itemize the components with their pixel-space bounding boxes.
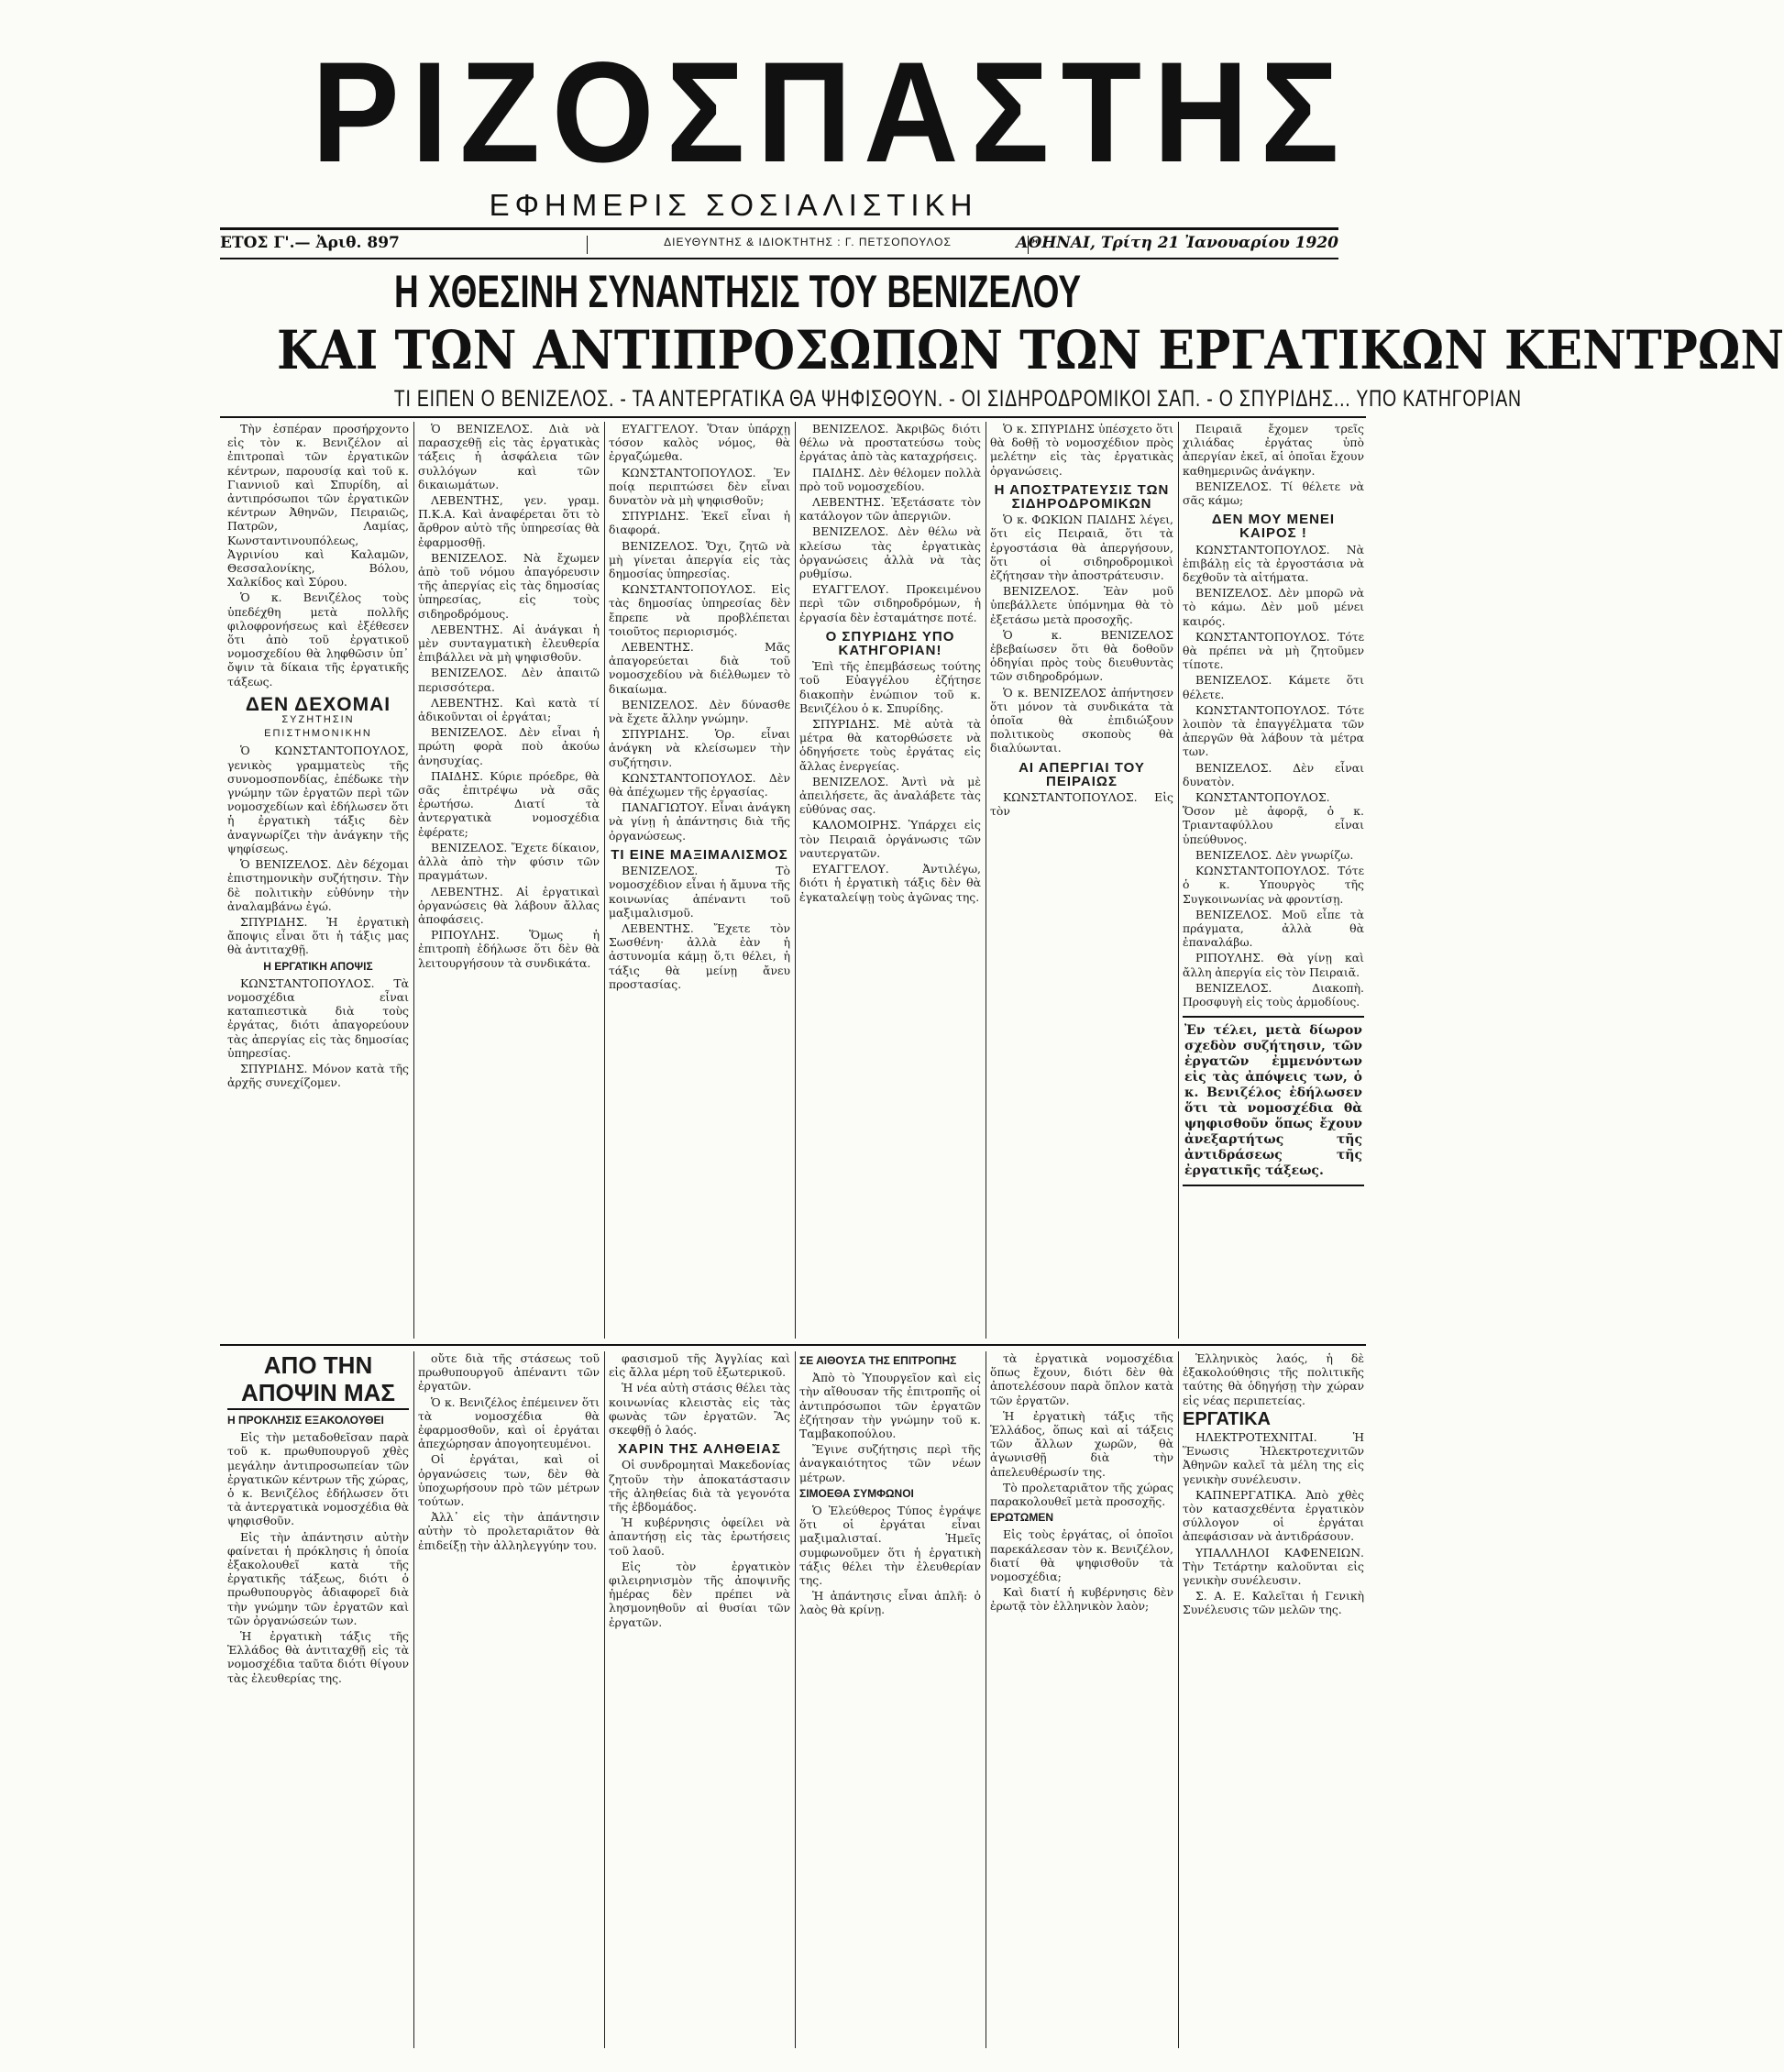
article-paragraph: ΚΩΝΣΤΑΝΤΟΠΟΥΛΟΣ. Νὰ ἐπιβάλῃ εἰς τὰ ἐργοστάσια νὰ δεχθοῦν τὰ αἰτήματα.	[1183, 542, 1364, 585]
article-paragraph: Ἐπὶ τῆς ἐπεμβάσεως τούτης τοῦ Εὐαγγέλου ἐζήτησε διακοπὴν ἐνώπιον τοῦ κ. Βενιζέλου ὁ κ. Σπυρίδης.	[799, 659, 981, 715]
article-paragraph: ΠΑΝΑΓΙΩΤΟΥ. Εἶναι ἀνάγκη νὰ γίνῃ ἡ ἀπάντησις διὰ τῆς ὀργανώσεως.	[609, 800, 790, 843]
article-paragraph: Ὁ ΚΩΝΣΤΑΝΤΟΠΟΥΛΟΣ, γενικὸς γραμματεὺς τῆς συνομοσπονδίας, ἐπέδωκε τὴν γνώμην τῶν ἐργατῶν περὶ τῶν νομοσχεδίων καὶ ἐδήλωσεν ὅτι ἡ ἐργατικὴ τάξις δὲν ἀναγνωρίζει τὴν ἀνάγκην τῆς ψηφίσεως.	[227, 744, 409, 855]
article-paragraph: ΒΕΝΙΖΕΛΟΣ. Δὲν θέλω νὰ κλείσω τὰς ἐργατικὰς ὀργανώσεις ἀλλὰ νὰ τὰς ρυθμίσω.	[799, 524, 981, 581]
article-paragraph: Ὁ κ. Βενιζέλος ἐπέμεινεν ὅτι τὰ νομοσχέδια θὰ ἐφαρμοσθοῦν, καὶ οἱ ἐργάται ἀπεχώρησαν ἀπογοητευμένοι.	[418, 1394, 600, 1451]
article-paragraph: Ἡ ἀπάντησις εἶναι ἁπλῆ: ὁ λαὸς θὰ κρίνῃ.	[799, 1589, 981, 1617]
article-paragraph: ΒΕΝΙΖΕΛΟΣ. Κάμετε ὅτι θέλετε.	[1183, 673, 1364, 701]
article-paragraph: Ὁ ΒΕΝΙΖΕΛΟΣ. Δὲν δέχομαι ἐπιστημονικὴν συζήτησιν. Τὴν δὲ πολιτικὴν εὐθύνην τὴν ἀναλαμβάνω ἐγώ.	[227, 857, 409, 913]
article-paragraph: Ἀπὸ τὸ Ὑπουργεῖον καὶ εἰς τὴν αἴθουσαν τῆς ἐπιτροπῆς οἱ ἀντιπρόσωποι τῶν ἐργατῶν ἐζήτησαν τὴν γνώμην τοῦ κ. Ταμβακοπούλου.	[799, 1371, 981, 1441]
article-paragraph: ΒΕΝΙΖΕΛΟΣ. Ἀκριβῶς διότι θέλω νὰ προστατεύσω τοὺς ἐργάτας ἀπὸ τὰς καταχρήσεις.	[799, 422, 981, 464]
article-paragraph: ΛΕΒΕΝΤΗΣ. Ἐξετάσατε τὸν κατάλογον τῶν ἀπεργιῶν.	[799, 495, 981, 524]
article-paragraph: τὰ ἐργατικὰ νομοσχέδια ὅπως ἔχουν, διότι δὲν θὰ ἀποτελέσουν παρὰ ὅπλον κατὰ τῶν ἐργατῶν.	[990, 1351, 1173, 1407]
editorial-title: ΑΠΟ ΤΗΝ	[263, 1351, 373, 1379]
section-heading: Ο ΣΠΥΡΙΔΗΣ ΥΠΟ ΚΑΤΗΓΟΡΙΑΝ!	[825, 628, 955, 659]
article-paragraph: Ὁ ΒΕΝΙΖΕΛΟΣ. Διὰ νὰ παρασχεθῇ εἰς τὰς ἐργατικὰς τάξεις ἡ ἀσφάλεια τῶν συλλόγων καὶ τῶν δικαιωμάτων.	[418, 422, 600, 491]
article-paragraph: ΣΠΥΡΙΔΗΣ. Μὲ αὐτὰ τὰ μέτρα θὰ κατορθώσετε νὰ ὁδηγήσετε τοὺς ἐργάτας εἰς ἄλλας ἐνεργείας.	[799, 717, 981, 773]
article-paragraph: ΛΕΒΕΝΤΗΣ. Αἱ ἀνάγκαι ἡ μὲν συνταγματικὴ ἐλευθερία ἐπιβάλλει νὰ μὴ ψηφισθοῦν.	[418, 622, 600, 665]
column-rule	[413, 422, 414, 1339]
article-paragraph: ΚΩΝΣΤΑΝΤΟΠΟΥΛΟΣ. Ὅσον μὲ ἀφορᾷ, ὁ κ. Τριανταφύλλου εἶναι ὑπεύθυνος.	[1183, 790, 1364, 846]
section-heading: ΕΡΓΑΤΙΚΑ	[1183, 1408, 1271, 1429]
article-paragraph: ΛΕΒΕΝΤΗΣ. Μᾶς ἀπαγορεύεται διὰ τοῦ νομοσχεδίου νὰ διέλθωμεν τὸ δικαίωμα.	[609, 640, 790, 696]
top-divider	[220, 416, 1366, 418]
top-column-5	[990, 422, 1173, 1339]
article-paragraph: Ὁ κ. Βενιζέλος τοὺς ὑπεδέχθη μετὰ πολλῆς φιλοφρονήσεως καὶ ἐξέθεσεν ὅτι ἀπὸ τοῦ ἐργατικοῦ νομοσχεδίου θὰ ληφθῶσιν ὑπ᾿ ὄψιν τὰ δίκαια τῆς ἐργατικῆς τάξεως.	[227, 590, 409, 689]
article-paragraph: ΚΑΠΝΕΡΓΑΤΙΚΑ. Ἀπὸ χθὲς τὸν κατασχεθέντα ἐργατικὸν σύλλογον οἱ ἐργάται ἀπεφάσισαν νὰ ἀντιδράσουν.	[1183, 1487, 1364, 1544]
column-rule	[604, 422, 605, 1339]
article-paragraph: φασισμοῦ τῆς Ἀγγλίας καὶ εἰς ἄλλα μέρη τοῦ ἐξωτερικοῦ.	[609, 1351, 790, 1380]
top-column-1	[227, 422, 409, 1339]
article-paragraph: Οἱ συνδρομηταὶ Μακεδονίας ζητοῦν τὴν ἀποκατάστασιν τῆς ἀληθείας διὰ τὰ γεγονότα τῆς ἑβδομάδος.	[609, 1458, 790, 1515]
section-tag: Η ΠΡΟΚΛΗΣΙΣ ΕΞΑΚΟΛΟΥΘΕΙ	[227, 1414, 384, 1427]
top-column-4	[799, 422, 981, 1339]
bottom-column-6	[1183, 1351, 1364, 2048]
article-paragraph: ΠΑΙΔΗΣ. Κύριε πρόεδρε, θὰ σᾶς ἐπιτρέψω νὰ σᾶς ἐρωτήσω. Διατί τὰ ἀντεργατικὰ νομοσχέδια ἐφέρατε;	[418, 768, 600, 839]
column-rule	[413, 1351, 414, 2048]
bottom-column-4	[799, 1351, 981, 2048]
column-rule	[1178, 1351, 1179, 2048]
article-paragraph: ΕΥΑΓΓΕΛΟΥ. Ἀντιλέγω, διότι ἡ ἐργατικὴ τάξις δὲν θὰ ἐγκαταλείψῃ τοὺς ἀγῶνας της.	[799, 862, 981, 904]
headline-subhead: ΤΙ ΕΙΠΕΝ Ο ΒΕΝΙΖΕΛΟΣ. - ΤΑ ΑΝΤΕΡΓΑΤΙΚΑ ΘΑ ΨΗΦΙΣΘΟΥΝ. - ΟΙ ΣΙΔΗΡΟΔΡΟΜΙΚΟΙ ΣΑΠ. - Ο ΣΠΥΡΙΔΗΣ... ΥΠΟ ΚΑΤΗΓΟΡΙΑΝ	[393, 386, 1522, 412]
issue-info-bar	[220, 227, 1338, 259]
article-paragraph: Ἡ ἐργατικὴ τάξις τῆς Ἑλλάδος θὰ ἀντιταχθῇ εἰς τὰ νομοσχέδια ταῦτα διότι θίγουν τὰς ἐλευθερίας της.	[227, 1629, 409, 1685]
section-heading: ΔΕΝ ΔΕΧΟΜΑΙ	[245, 693, 391, 715]
article-paragraph: ΠΑΙΔΗΣ. Δὲν θέλομεν πολλὰ πρὸ τοῦ νομοσχεδίου.	[799, 465, 981, 493]
article-paragraph: Εἰς τὴν ἀπάντησιν αὐτὴν φαίνεται ἡ πρόκλησις ἡ ὁποία ἐξακολουθεῖ κατὰ τῆς ἐργατικῆς τάξεως, διότι ὁ πρωθυπουργὸς ἀδιαφορεῖ διὰ τὴν γνώμην τῶν ἐργατῶν καὶ τῶν ὀργανώσεών των.	[227, 1529, 409, 1627]
closing-statement: Ἐν τέλει, μετὰ δίωρον σχεδὸν συζήτησιν, τῶν ἐργατῶν ἐμμενόντων εἰς τὰς ἀπόψεις των, ὁ κ. Βενιζέλος ἐδήλωσεν ὅτι τὰ νομοσχέδια θὰ ψηφισθοῦν ὅπως ἔχουν ἀνεξαρτήτως τῆς ἀντιδράσεως τῆς ἐργατικῆς τάξεως.	[1183, 1016, 1364, 1186]
article-paragraph: ΚΩΝΣΤΑΝΤΟΠΟΥΛΟΣ. Εἰς τὰς δημοσίας ὑπηρεσίας δὲν ἔπρεπε νὰ προβλέπεται τοιοῦτος περιορισμός.	[609, 582, 790, 638]
article-paragraph: Ἑλληνικὸς λαός, ἡ δὲ ἐξακολούθησις τῆς πολιτικῆς ταύτης θὰ ὁδηγήσῃ τὴν χώραν εἰς νέας περιπετείας.	[1183, 1351, 1364, 1407]
article-paragraph: Ἀλλ᾿ εἰς τὴν ἀπάντησιν αὐτὴν τὸ προλεταριᾶτον θὰ ἐπιδείξῃ τὴν ἀλληλεγγύην του.	[418, 1510, 600, 1552]
article-paragraph: ΕΥΑΓΓΕΛΟΥ. Προκειμένου περὶ τῶν σιδηροδρόμων, ἡ ἐργασία δὲν ἐσταμάτησε ποτέ.	[799, 582, 981, 624]
article-paragraph: Ὁ κ. ΒΕΝΙΖΕΛΟΣ ἀπήντησεν ὅτι μόνον τὰ συνδικάτα τὰ ὁποῖα θὰ ἐπιδιώξουν πολιτικοὺς σκοποὺς θὰ διαλύωνται.	[990, 685, 1173, 755]
bottom-column-2	[418, 1351, 600, 2048]
section-tag: Η ΕΡΓΑΤΙΚΗ ΑΠΟΨΙΣ	[263, 959, 373, 973]
article-paragraph: ΒΕΝΙΖΕΛΟΣ. Δὲν γνωρίζω.	[1195, 847, 1354, 862]
column-rule	[1178, 422, 1179, 1339]
article-paragraph: ΣΠΥΡΙΔΗΣ. Ὁρ. εἶναι ἀνάγκη νὰ κλείσωμεν τὴν συζήτησιν.	[609, 727, 790, 769]
article-paragraph: Ὁ κ. ΒΕΝΙΖΕΛΟΣ ἐβεβαίωσεν ὅτι θὰ δοθοῦν ὁδηγίαι πρὸς τοὺς διευθυντὰς τῶν σιδηροδρόμων.	[990, 627, 1173, 684]
article-paragraph: Τὴν ἐσπέραν προσήρχοντο εἰς τὸν κ. Βενιζέλον αἱ ἐπιτροπαὶ τῶν ἐργατικῶν κέντρων, παρουσίᾳ καὶ τοῦ κ. Γιαννιοῦ καὶ Σπυρίδη, αἱ ἀντιπρόσωποι τῶν ἐργατικῶν κέντρων Ἀθηνῶν, Πειραιῶς, Πατρῶν, Λαμίας, Κωνσταντινουπόλεως, Ἀγρινίου καὶ Καλαμῶν, Θεσσαλονίκης, Βόλου, Χαλκίδος καὶ Σύρου.	[227, 422, 409, 590]
article-paragraph: ΛΕΒΕΝΤΗΣ. Ἔχετε τὸν Σωσθένη· ἀλλὰ ἐὰν ἡ ἀστυνομία κάμῃ ὅ,τι θέλει, ἡ τάξις θὰ μείνῃ ἄνευ προστασίας.	[609, 920, 790, 991]
section-heading: ΔΕΝ ΜΟΥ ΜΕΝΕΙ ΚΑΙΡΟΣ !	[1211, 512, 1336, 542]
article-paragraph: Εἰς τὴν μεταδοθεῖσαν παρὰ τοῦ κ. πρωθυπουργοῦ χθὲς μεγάλην ἀντιπροσωπείαν τῶν ἐργατικῶν κέντρων τῆς χώρας, ὁ κ. Βενιζέλος ἐδήλωσεν ὅτι τὰ ἀντεργατικὰ νομοσχέδια θὰ ψηφισθοῦν.	[227, 1430, 409, 1528]
article-paragraph: Εἰς τὸν ἐργατικὸν φιλειρηνισμὸν τῆς ἀποψινῆς ἡμέρας δὲν πρέπει νὰ λησμονηθοῦν αἱ θυσίαι τῶν ἐργατῶν.	[609, 1559, 790, 1629]
article-paragraph: ΒΕΝΙΖΕΛΟΣ. Διακοπὴ. Προσφυγὴ εἰς τοὺς ἀρμοδίους.	[1183, 980, 1364, 1008]
article-paragraph: ΛΕΒΕΝΤΗΣ, γεν. γραμ. Π.Κ.Α. Καὶ ἀναφέρεται ὅτι τὸ ἄρθρον αὐτὸ τῆς ὑπηρεσίας θὰ ἐφαρμοσθῇ.	[418, 493, 600, 549]
bottom-column-5	[990, 1351, 1173, 2048]
article-paragraph: ΒΕΝΙΖΕΛΟΣ. Ἐὰν μοῦ ὑπεβάλλετε ὑπόμνημα θὰ τὸ ἐξετάσω μετὰ προσοχῆς.	[990, 584, 1173, 626]
article-paragraph: ΒΕΝΙΖΕΛΟΣ. Νὰ ἔχωμεν ἀπὸ τοῦ νόμου ἀπαγόρευσιν τῆς ἀπεργίας εἰς τὰς δημοσίας ὑπηρεσίας, εἰς τοὺς σιδηροδρόμους.	[418, 550, 600, 621]
section-heading: Η ΑΠΟΣΤΡΑΤΕΥΣΙΣ ΤΩΝ ΣΙΔΗΡΟΔΡΟΜΙΚΩΝ	[994, 481, 1170, 512]
section-tag: ΣΙΜΟΕΘΑ ΣΥΜΦΩΝΟΙ	[799, 1486, 914, 1500]
article-paragraph: ΡΙΠΟΥΛΗΣ. Θὰ γίνῃ καὶ ἄλλη ἀπεργία εἰς τὸν Πειραιᾶ.	[1183, 951, 1364, 979]
article-paragraph: Ἡ νέα αὐτὴ στάσις θέλει τὰς κοινωνίας κλειστὰς εἰς τὰς φωνὰς τῶν ἐργατῶν. Ἂς σκεφθῇ ὁ λαός.	[609, 1381, 790, 1438]
headline-line-2: ΚΑΙ ΤΩΝ ΑΝΤΙΠΡΟΣΩΠΩΝ ΤΩΝ ΕΡΓΑΤΙΚΩΝ ΚΕΝΤΡΩΝ	[277, 319, 1784, 381]
article-paragraph: ΚΩΝΣΤΑΝΤΟΠΟΥΛΟΣ. Εἰς τὸν	[990, 790, 1173, 819]
article-paragraph: Τὸ προλεταριᾶτον τῆς χώρας παρακολουθεῖ μετὰ προσοχῆς.	[990, 1480, 1173, 1509]
top-column-2	[418, 422, 600, 1339]
article-paragraph: ΒΕΝΙΖΕΛΟΣ. Τί θέλετε νὰ σᾶς κάμω;	[1183, 479, 1364, 508]
article-paragraph: ΒΕΝΙΖΕΛΟΣ. Ἔχετε δίκαιον, ἀλλὰ ἀπὸ τὴν φύσιν τῶν πραγμάτων.	[418, 840, 600, 883]
section-subheading: ΣΥΖΗΤΗΣΙΝ ΕΠΙΣΤΗΜΟΝΙΚΗΝ	[264, 714, 372, 740]
article-paragraph: ΚΩΝΣΤΑΝΤΟΠΟΥΛΟΣ. Ἐν ποίᾳ περιπτώσει δὲν εἶναι δυνατὸν νὰ μὴ ψηφισθοῦν;	[609, 465, 790, 508]
article-paragraph: Ἔγινε συζήτησις περὶ τῆς ἀναγκαιότητος τῶν νέων μέτρων.	[799, 1442, 981, 1484]
column-rule	[795, 422, 796, 1339]
article-paragraph: Ὁ κ. ΣΠΥΡΙΔΗΣ ὑπέσχετο ὅτι θὰ δοθῇ τὸ νομοσχέδιον πρὸς μελέτην εἰς τὰς ἐργατικὰς ὀργανώσεις.	[990, 422, 1173, 478]
article-paragraph: Ἡ ἐργατικὴ τάξις τῆς Ἑλλάδος, ὅπως καὶ αἱ τάξεις τῶν ἄλλων χωρῶν, θὰ ἀγωνισθῇ διὰ τὴν ἀπελευθέρωσίν της.	[990, 1408, 1173, 1479]
article-paragraph: ΚΑΛΟΜΟΙΡΗΣ. Ὑπάρχει εἰς τὸν Πειραιᾶ ὀργάνωσις τῶν ναυτεργατῶν.	[799, 818, 981, 860]
headline-line-1: Η ΧΘΕΣΙΝΗ ΣΥΝΑΝΤΗΣΙΣ ΤΟΥ ΒΕΝΙΖΕΛΟΥ	[394, 266, 1082, 317]
bottom-column-1	[227, 1351, 409, 2048]
article-paragraph: Καὶ διατί ἡ κυβέρνησις δὲν ἐρωτᾷ τὸν ἑλληνικὸν λαὸν;	[990, 1585, 1173, 1614]
article-paragraph: ΚΩΝΣΤΑΝΤΟΠΟΥΛΟΣ. Τὰ νομοσχέδια εἶναι καταπιεστικὰ διὰ τοὺς ἐργάτας, διότι ἀπαγορεύουν τὰς ἀπεργίας εἰς τὰς δημοσίας ὑπηρεσίας.	[227, 975, 409, 1060]
editorial-title-line-2: ΑΠΟΨΙΝ ΜΑΣ	[227, 1379, 409, 1410]
section-divider	[220, 1344, 1366, 1346]
article-paragraph: ΒΕΝΙΖΕΛΟΣ. Δὲν μπορῶ νὰ τὸ κάμω. Δὲν μοῦ μένει καιρός.	[1183, 586, 1364, 628]
section-tag: ΣΕ ΑΙΘΟΥΣΑ ΤΗΣ ΕΠΙΤΡΟΠΗΣ	[799, 1354, 957, 1367]
article-paragraph: ΒΕΝΙΖΕΛΟΣ. Δὲν δύνασθε νὰ ἔχετε ἄλλην γνώμην.	[609, 697, 790, 726]
article-paragraph: ΕΥΑΓΓΕΛΟΥ. Ὅταν ὑπάρχῃ τόσον καλὸς νόμος, θὰ ἐργαζώμεθα.	[609, 422, 790, 464]
section-tag: ΕΡΩΤΩΜΕΝ	[990, 1511, 1054, 1525]
column-rule	[604, 1351, 605, 2048]
bottom-column-3	[609, 1351, 790, 2048]
article-paragraph: ΚΩΝΣΤΑΝΤΟΠΟΥΛΟΣ. Τότε λοιπὸν τὰ ἐπαγγέλματα τῶν ἀπεργῶν θὰ λάβουν τὰ μέτρα των.	[1183, 702, 1364, 759]
section-heading: ΤΙ ΕΙΝΕ ΜΑΞΙΜΑΛΙΣΜΟΣ	[611, 846, 788, 863]
article-paragraph: ΛΕΒΕΝΤΗΣ. Καὶ κατὰ τί ἀδικοῦνται οἱ ἐργάται;	[418, 695, 600, 724]
article-paragraph: ΥΠΑΛΛΗΛΟΙ ΚΑΦΕΝΕΙΩΝ. Τὴν Τετάρτην καλοῦνται εἰς γενικὴν συνέλευσιν.	[1183, 1545, 1364, 1588]
masthead	[275, 33, 1351, 193]
article-paragraph: ΚΩΝΣΤΑΝΤΟΠΟΥΛΟΣ. Τότε ὁ κ. Υπουργὸς τῆς Συγκοινωνίας νὰ φροντίσῃ.	[1183, 864, 1364, 906]
article-paragraph: ΡΙΠΟΥΛΗΣ. Ὅμως ἡ ἐπιτροπὴ ἐδήλωσε ὅτι δὲν θὰ λειτουργήσουν τὰ συνδικάτα.	[418, 928, 600, 970]
top-column-6	[1183, 422, 1364, 1339]
article-paragraph: ΒΕΝΙΖΕΛΟΣ. Ὄχι, ζητῶ νὰ μὴ γίνεται ἀπεργία εἰς τὰς δημοσίας ὑπηρεσίας.	[609, 538, 790, 581]
article-paragraph: ΒΕΝΙΖΕΛΟΣ. Δὲν εἶναι δυνατὸν.	[1183, 760, 1364, 788]
article-paragraph: Ἡ κυβέρνησις ὀφείλει νὰ ἀπαντήσῃ εἰς τὰς ἐρωτήσεις τοῦ λαοῦ.	[609, 1515, 790, 1558]
article-paragraph: ΣΠΥΡΙΔΗΣ. Ἡ ἐργατικὴ ἄποψις εἶναι ὅτι ἡ τάξις μας θὰ ἀντιταχθῇ.	[227, 914, 409, 957]
article-paragraph: ΣΠΥΡΙΔΗΣ. Μόνον κατὰ τῆς ἀρχῆς συνεχίζομεν.	[227, 1061, 409, 1090]
newspaper-subtitle: ΕΦΗΜΕΡΙΣ ΣΟΣΙΑΛΙΣΤΙΚΗ	[489, 188, 978, 222]
article-paragraph: Ὁ Ἐλεύθερος Τύπος ἐγράψε ὅτι οἱ ἐργάται εἶναι μαξιμαλισταί. Ἡμεῖς συμφωνοῦμεν ὅτι ἡ ἐργατικὴ τάξις θέλει τὴν ἐλευθερίαν της.	[799, 1504, 981, 1588]
article-paragraph: ΣΠΥΡΙΔΗΣ. Ἐκεῖ εἶναι ἡ διαφορά.	[609, 509, 790, 537]
section-heading: ΧΑΡΙΝ ΤΗΣ ΑΛΗΘΕΙΑΣ	[618, 1441, 781, 1458]
article-paragraph: Ὁ κ. ΦΩΚΙΩΝ ΠΑΙΔΗΣ λέγει, ὅτι εἰς Πειραιᾶ, ὅτι τὰ ἐργοστάσια θὰ ἀπεργήσουν, ὅτι οἱ σιδηροδρομικοὶ ἐζήτησαν τὴν ἀποστράτευσιν.	[990, 512, 1173, 583]
article-paragraph: Πειραιᾶ ἔχομεν τρεῖς χιλιάδας ἐργάτας ὑπὸ ἀπεργίαν ἐκεῖ, αἱ ὁποῖαι ἔχουν καθημερινῶς ἀνάγκην.	[1183, 422, 1364, 478]
newspaper-title: ΡΙΖΟΣΠΑΣΤΗΣ	[312, 33, 1351, 193]
article-paragraph: ΒΕΝΙΖΕΛΟΣ. Δὲν ἀπαιτῶ περισσότερα.	[418, 666, 600, 694]
article-paragraph: ΒΕΝΙΖΕΛΟΣ. Δὲν εἶναι ἡ πρώτη φορὰ ποὺ ἀκούω ἀνησυχίας.	[418, 725, 600, 767]
article-paragraph: ΗΛΕΚΤΡΟΤΕΧΝΙΤΑΙ. Ἡ Ἕνωσις Ἠλεκτροτεχνιτῶν Ἀθηνῶν καλεῖ τὰ μέλη της εἰς γενικὴν συνέλευσιν.	[1183, 1430, 1364, 1486]
issue-number: ΕΤΟΣ Γ'.— Ἀριθ. 897	[220, 234, 400, 252]
article-paragraph: Οἱ ἐργάται, καὶ οἱ ὀργανώσεις των, δὲν θὰ ὑποχωρήσουν πρὸ τῶν μέτρων τούτων.	[418, 1452, 600, 1509]
article-paragraph: ΚΩΝΣΤΑΝΤΟΠΟΥΛΟΣ. Τότε θὰ πρέπει νὰ μὴ ζητοῦμεν τίποτε.	[1183, 629, 1364, 672]
article-paragraph: ΛΕΒΕΝΤΗΣ. Αἱ ἐργατικαὶ ὀργανώσεις θὰ λάβουν ἄλλας ἀποφάσεις.	[418, 884, 600, 926]
article-paragraph: Σ. Α. Ε. Καλεῖται ἡ Γενικὴ Συνέλευσις τῶν μελῶν της.	[1183, 1589, 1364, 1617]
section-heading: ΑΙ ΑΠΕΡΓΙΑΙ ΤΟΥ ΠΕΙΡΑΙΩΣ	[1019, 759, 1145, 789]
director-line: ΔΙΕΥΘΥΝΤΗΣ & ΙΔΙΟΚΤΗΤΗΣ : Γ. ΠΕΤΣΟΠΟΥΛΟΣ	[587, 236, 1029, 254]
article-paragraph: Εἰς τοὺς ἐργάτας, οἱ ὁποῖοι παρεκάλεσαν τὸν κ. Βενιζέλον, διατί θὰ ψηφισθοῦν τὰ νομοσχέδια;	[990, 1527, 1173, 1584]
article-paragraph: ΚΩΝΣΤΑΝΤΟΠΟΥΛΟΣ. Δὲν θὰ ἀπέχωμεν τῆς ἐργασίας.	[609, 770, 790, 799]
issue-date: ΑΘΗΝΑΙ, Τρίτη 21 Ἰανουαρίου 1920	[1016, 234, 1338, 252]
article-paragraph: οὔτε διὰ τῆς στάσεως τοῦ πρωθυπουργοῦ ἀπέναντι τῶν ἐργατῶν.	[418, 1351, 600, 1394]
article-paragraph: ΒΕΝΙΖΕΛΟΣ. Τὸ νομοσχέδιον εἶναι ἡ ἄμυνα τῆς κοινωνίας ἀπέναντι τοῦ μαξιμαλισμοῦ.	[609, 864, 790, 920]
article-paragraph: ΒΕΝΙΖΕΛΟΣ. Ἀντὶ νὰ μὲ ἀπειλήσετε, ἂς ἀναλάβετε τὰς εὐθύνας σας.	[799, 774, 981, 817]
article-paragraph: ΒΕΝΙΖΕΛΟΣ. Μοῦ εἶπε τὰ πράγματα, ἀλλὰ θὰ ἐπαναλάβω.	[1183, 907, 1364, 950]
column-rule	[795, 1351, 796, 2048]
top-column-3	[609, 422, 790, 1339]
